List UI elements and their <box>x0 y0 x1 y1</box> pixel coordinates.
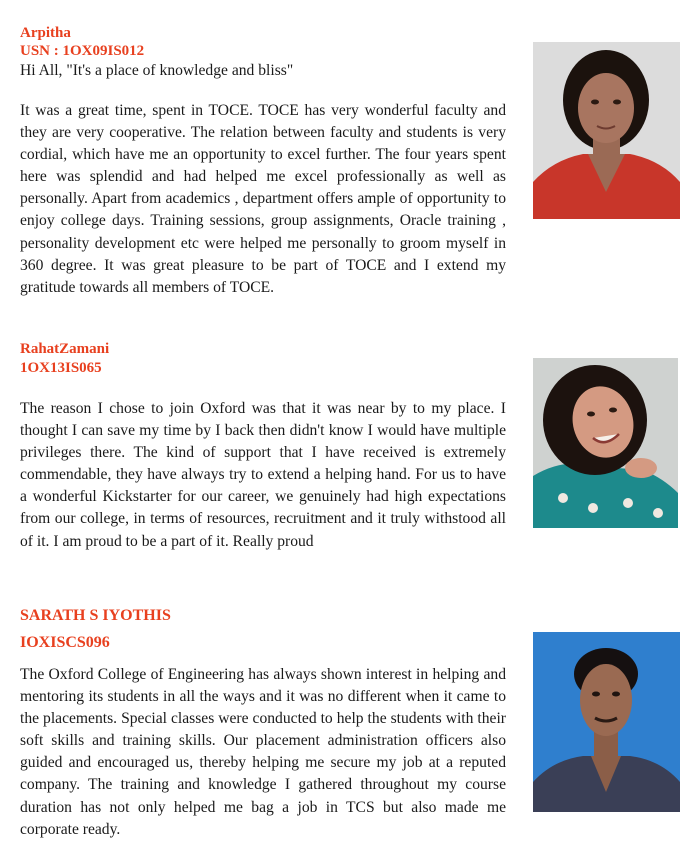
greeting-quote: Hi All, "It's a place of knowledge and bliss" <box>20 62 294 79</box>
student-name-sarath: SARATH S IYOTHIS <box>20 607 171 624</box>
student-usn-arpitha: USN : 1OX09IS012 <box>20 43 145 59</box>
testimonial-body-arpitha: It was a great time, spent in TOCE. TOCE has very wonderful faculty and they are very cooperative. The relation between faculty and students is very cordial, which have me an opportunity to excel further. The four years spent here was splendid and had helped me excel professionally as well as personally. Apart from academics , department offers ample of opportunity to enjoy college days. Training sessions, group assignments, Oracle training , personality development etc were helped me personally to groom myself in 360 degree. It was great pleasure to be part of TOCE and I extend my gratitude towards all members of TOCE. <box>20 102 506 296</box>
student-photo-rahat <box>533 358 678 528</box>
student-usn-rahat: 1OX13IS065 <box>20 360 102 376</box>
testimonial-body-rahat: The reason I chose to join Oxford was that it was near by to my place. I thought I can save my time by I back then didn't know I would have multiple privileges there. The kind of support that I have received is extremely commendable, they have always try to extend a helping hand. For us to have a wonderful Kickstarter for our career, we genuinely had high expectations from our college, in terms of resources, recruitment and it truly withstood all of it. I am proud to be a part of it. Really proud <box>20 400 506 550</box>
student-name-rahat: RahatZamani <box>20 341 110 357</box>
testimonial-body-sarath: The Oxford College of Engineering has always shown interest in helping and mentoring its students in all the ways and it was no different when it came to the placements. Special classes were conducted to help the students with their soft skills and training skills. Our placement administration officers also guided and encouraged us, thereby helping me secure my job at a reputed company. The training and knowledge I gathered throughout my course duration has not only helped me bag a job in TCS but also made me corporate ready. <box>20 666 506 838</box>
student-photo-sarath <box>533 632 680 812</box>
student-name-arpitha: Arpitha <box>20 25 71 41</box>
student-photo-arpitha <box>533 42 680 219</box>
student-usn-sarath: IOXISCS096 <box>20 634 110 651</box>
